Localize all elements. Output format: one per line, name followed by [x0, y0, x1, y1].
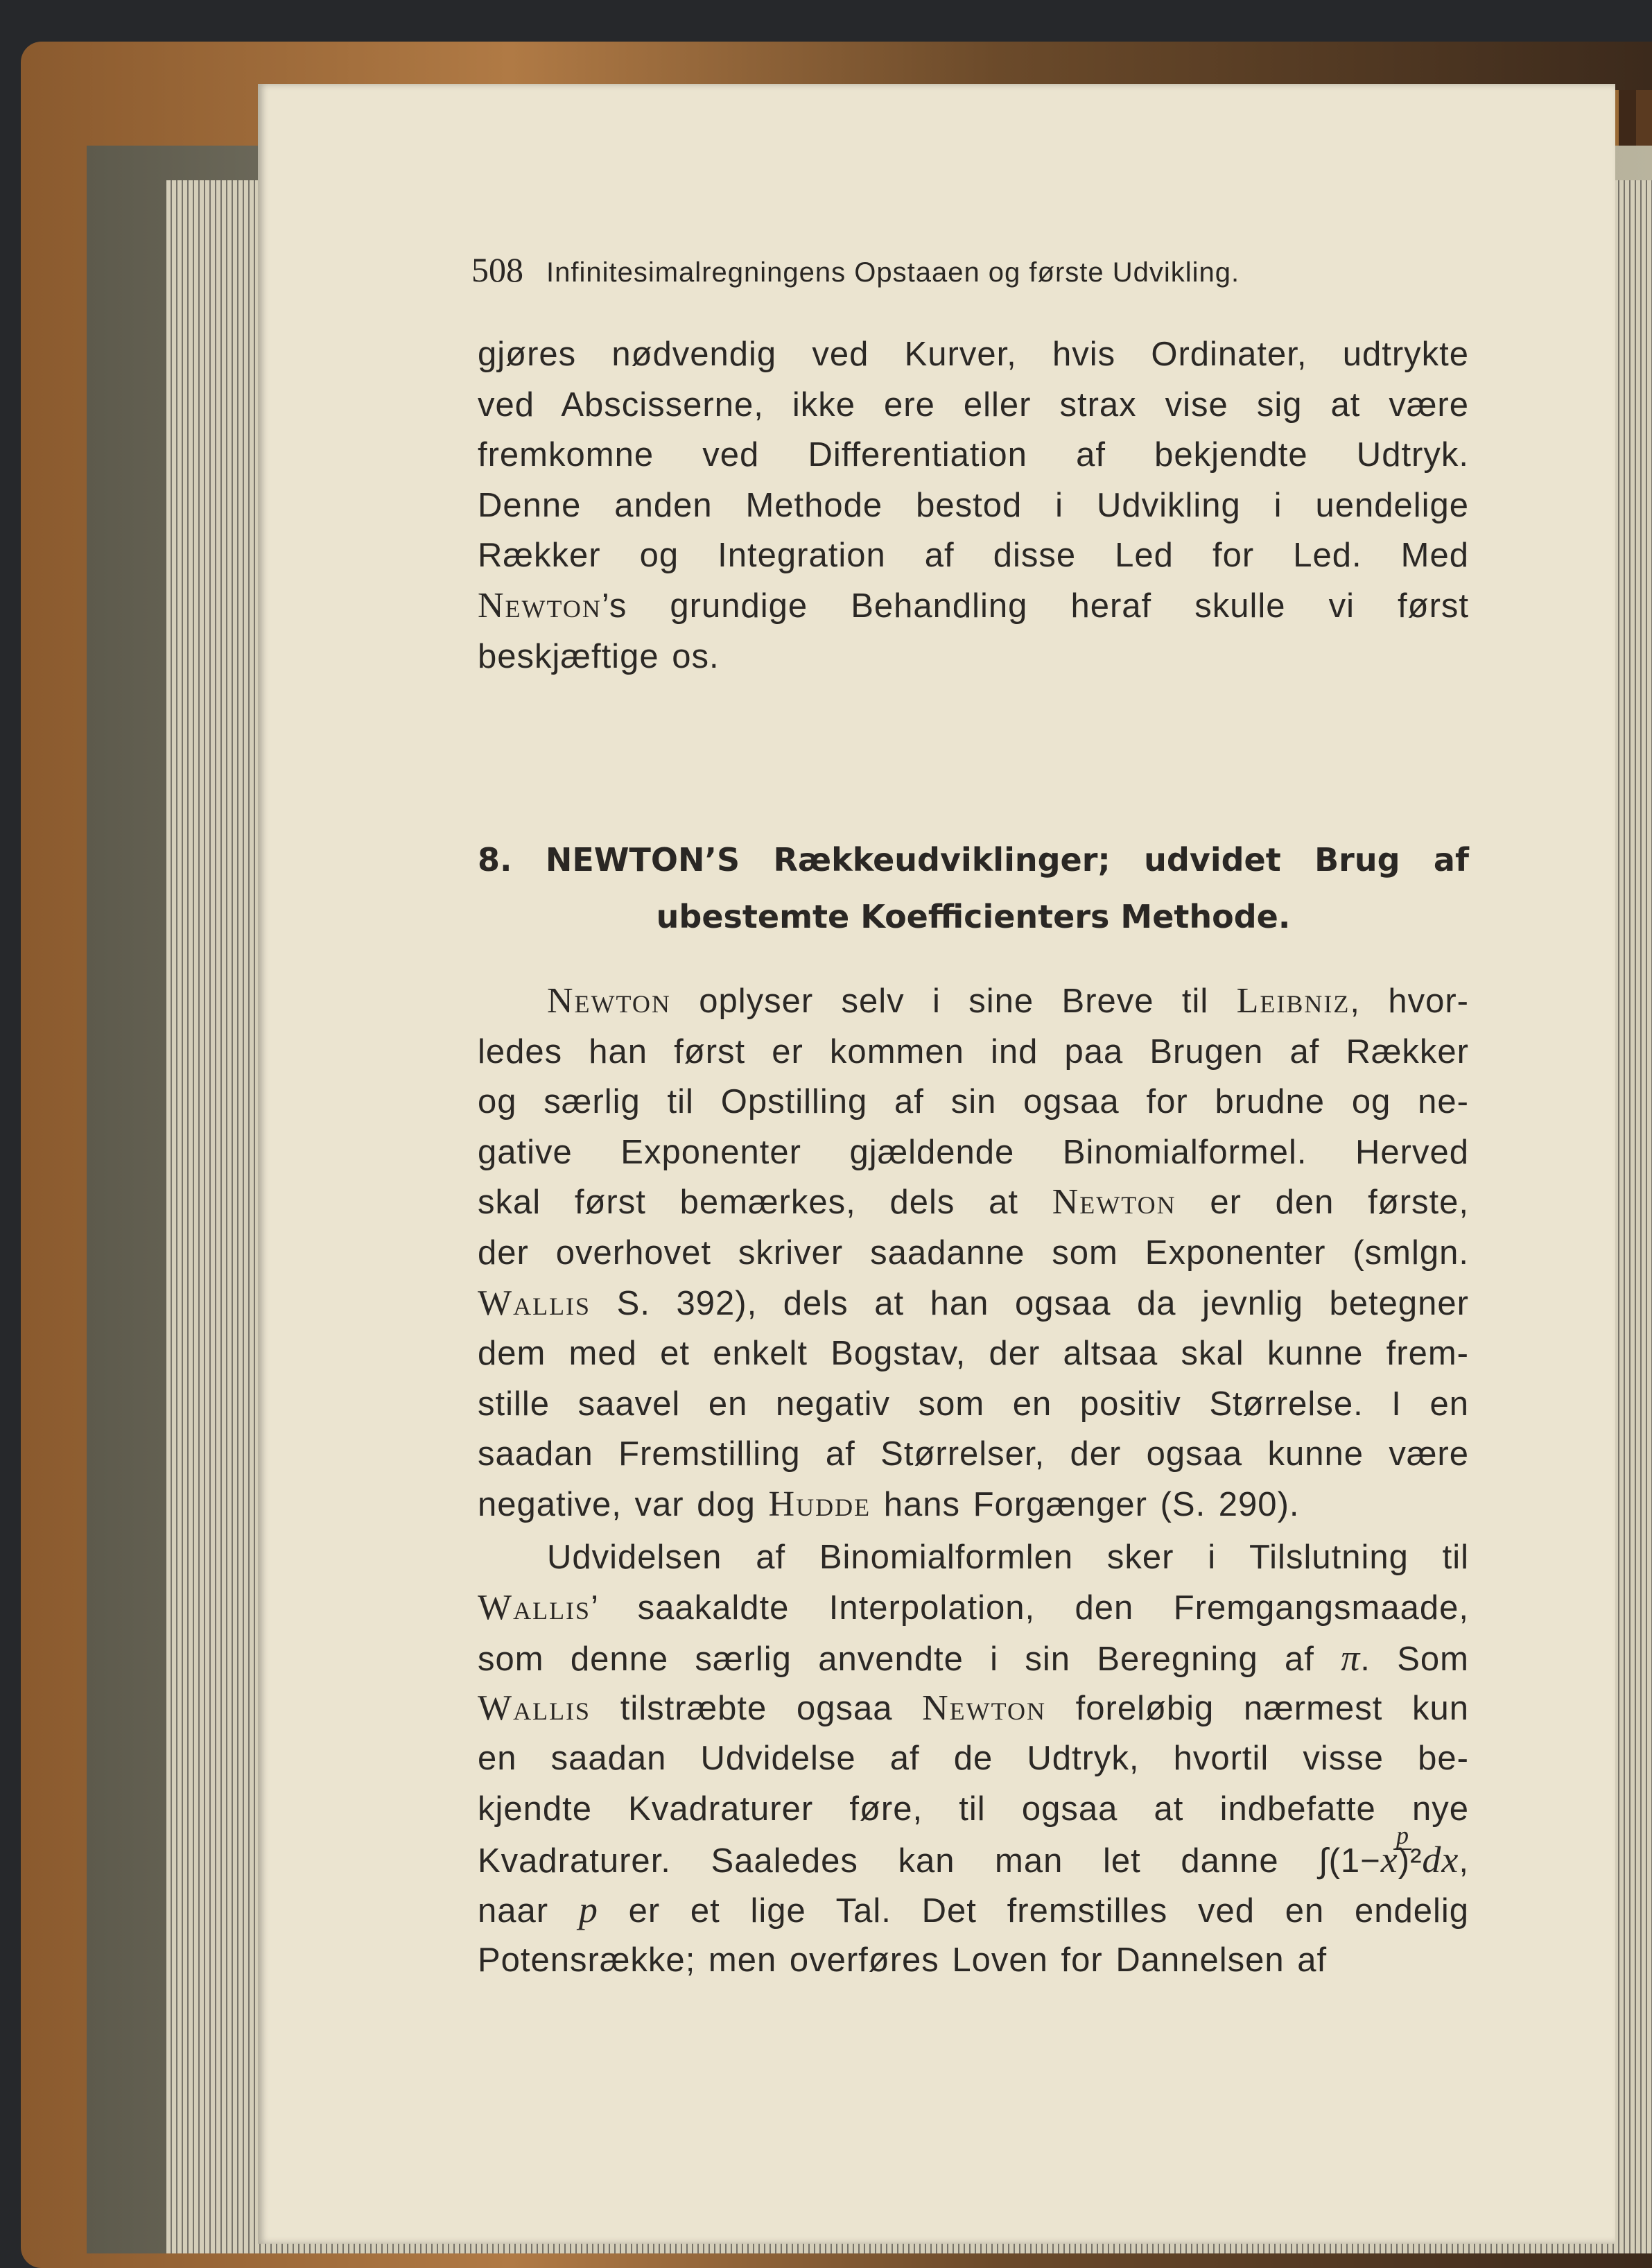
text-line: [478, 1328, 1469, 1379]
text-run: negative, var dog: [478, 1485, 769, 1523]
heading-line-2: ubestemte Koefficienters Methode.: [656, 898, 1291, 935]
text-run: naar: [478, 1892, 579, 1930]
formula-exponent: p: [1393, 1822, 1411, 1850]
text-line: [478, 1583, 1469, 1634]
text-run: . Som: [1360, 1641, 1469, 1679]
text-run: der overhovet skriver saadanne som Exponenter (smlgn.: [478, 1233, 1469, 1272]
text-run: )²: [1398, 1842, 1423, 1880]
math-symbol: dx: [1422, 1838, 1459, 1880]
small-caps-name: Wallis: [478, 1587, 591, 1627]
text-run: dem med et enkelt Bogstav, der altsaa skal kunne frem-: [478, 1335, 1469, 1373]
text-line: [478, 1683, 1469, 1734]
running-title: Infinitesimalregningens Opstaaen og første Udvikling.: [546, 257, 1240, 288]
text-run: Denne anden Methode bestod i Udvikling i uendelige: [478, 486, 1469, 524]
text-run: ’ saakaldte Interpolation, den Fremgangsmaade,: [591, 1589, 1469, 1627]
text-run: Udvidelsen af Binomialformlen sker i Tilslutning til: [478, 1539, 1469, 1576]
text-run: gative Exponenter gjældende Binomialformel. Herved: [478, 1133, 1469, 1171]
text-line: [478, 481, 1469, 531]
text-run: Kvadraturer. Saaledes kan man let danne ∫(1−: [478, 1842, 1381, 1880]
text-run: saadan Fremstilling af Størrelser, der ogsaa kunne være: [478, 1435, 1469, 1473]
text-run: S. 392), dels at han ogsaa da jevnlig betegner: [591, 1284, 1469, 1322]
text-run: en saadan Udvidelse af de Udtryk, hvortil visse be-: [478, 1740, 1469, 1778]
text-run: ,: [1459, 1842, 1469, 1880]
text-run: fremkomne ved Differentiation af bekjendte Udtryk.: [478, 436, 1469, 474]
text-line: [478, 1027, 1469, 1077]
paragraph-3: [478, 1532, 1469, 1985]
text-line: [478, 1835, 1469, 1885]
small-caps-name: Wallis: [478, 1283, 591, 1323]
small-caps-name: Newton: [1052, 1182, 1176, 1222]
paragraph-2: [478, 976, 1469, 1530]
page-number: 508: [471, 250, 523, 289]
text-line: [478, 1127, 1469, 1178]
text-run: hans Forgænger (S. 290).: [871, 1485, 1300, 1523]
text-run: kjendte Kvadraturer føre, til ogsaa at indbefatte nye: [478, 1790, 1469, 1828]
text-line: [478, 1077, 1469, 1127]
text-line: [478, 430, 1469, 481]
math-symbol: x: [1380, 1838, 1398, 1880]
text-run: , hvor-: [1350, 982, 1469, 1020]
text-line: [478, 1532, 1469, 1583]
text-line: [478, 329, 1469, 380]
text-run: og særlig til Opstilling af sin ogsaa for brudne og ne-: [478, 1083, 1469, 1121]
small-caps-name: Hudde: [768, 1484, 871, 1524]
math-symbol: π: [1341, 1637, 1361, 1679]
text-run: [478, 982, 547, 1020]
small-caps-name: Newton: [922, 1688, 1046, 1728]
text-line: [478, 1885, 1469, 1935]
small-caps-name: Leibniz: [1236, 981, 1350, 1021]
text-line: [478, 1935, 1469, 1986]
text-line: [478, 581, 1469, 632]
text-run: er et lige Tal. Det fremstilles ved en endelig: [598, 1892, 1469, 1930]
text-run: foreløbig nærmest kun: [1045, 1689, 1469, 1727]
text-line: [478, 1480, 1469, 1530]
text-run: ’s grundige Behandling heraf skulle vi først: [601, 587, 1469, 625]
text-run: skal først bemærkes, dels at: [478, 1184, 1052, 1222]
running-header: [471, 250, 1240, 290]
section-heading: [478, 831, 1469, 945]
small-caps-name: Newton: [478, 585, 602, 625]
text-run: ved Abscisserne, ikke ere eller strax vise sig at være: [478, 386, 1469, 424]
text-run: er den første,: [1176, 1184, 1469, 1222]
text-run: tilstræbte ogsaa: [591, 1689, 923, 1727]
text-line: [478, 1633, 1469, 1683]
text-run: oplyser selv i sine Breve til: [670, 982, 1237, 1020]
small-caps-name: Newton: [547, 981, 671, 1021]
text-run: gjøres nødvendig ved Kurver, hvis Ordinater, udtrykte: [478, 336, 1469, 373]
text-run: stille saavel en negativ som en positiv Størrelse. I en: [478, 1385, 1469, 1423]
text-run: beskjæftige os.: [478, 637, 720, 675]
text-line: [478, 976, 1469, 1027]
text-run: Potensrække; men overføres Loven for Dannelsen af: [478, 1941, 1328, 1979]
text-line: [478, 632, 1469, 682]
text-line: [478, 380, 1469, 431]
text-line: [478, 1379, 1469, 1430]
text-line: [478, 1733, 1469, 1784]
paragraph-1: [478, 329, 1469, 682]
text-line: [478, 1177, 1469, 1228]
text-run: Rækker og Integration af disse Led for Led. Med: [478, 537, 1469, 575]
heading-line-1: 8. NEWTON’S Rækkeudviklinger; udvidet Brug af: [478, 841, 1469, 878]
small-caps-name: Wallis: [478, 1688, 591, 1728]
text-run: som denne særlig anvendte i sin Beregning af: [478, 1641, 1341, 1679]
text-line: [478, 1429, 1469, 1480]
math-symbol: p: [578, 1889, 598, 1931]
text-run: ledes han først er kommen ind paa Brugen af Rækker: [478, 1032, 1469, 1071]
text-line: [478, 1784, 1469, 1835]
text-line: [478, 1279, 1469, 1329]
text-line: [478, 530, 1469, 581]
text-line: [478, 1228, 1469, 1279]
